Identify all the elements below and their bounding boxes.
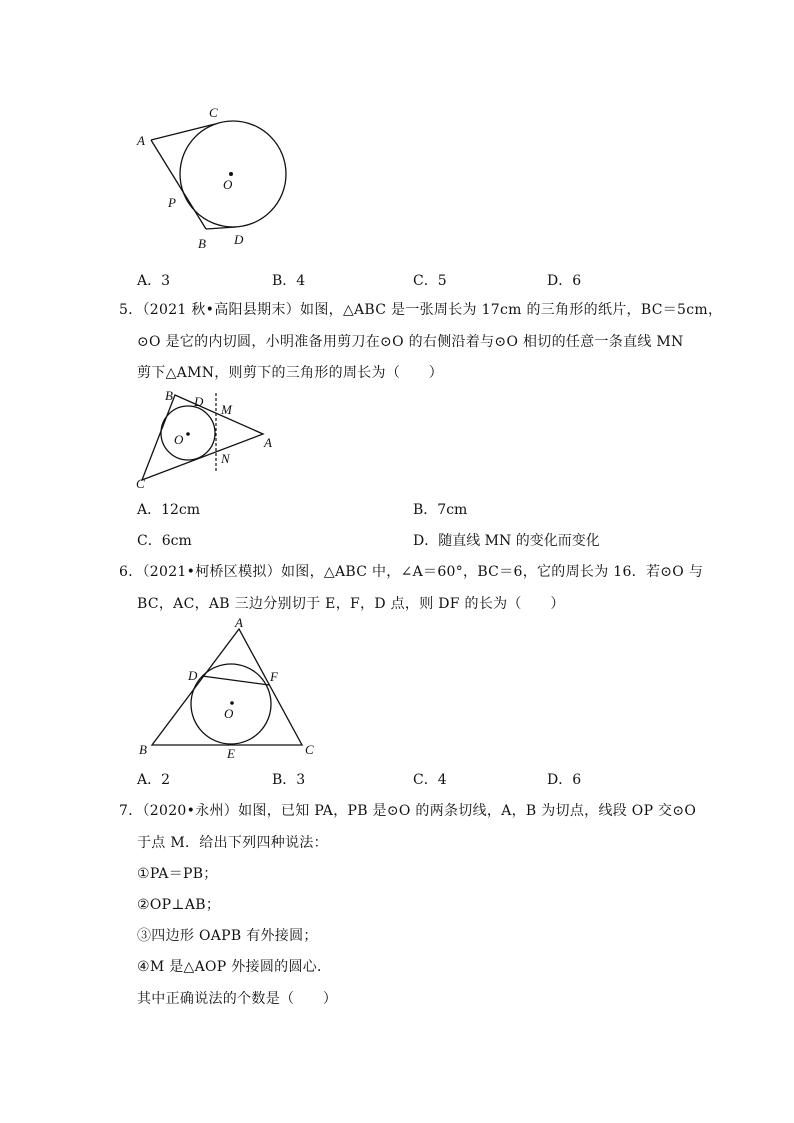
q6-option-b: B．3: [272, 772, 306, 788]
q4-segment-bd: [206, 227, 236, 229]
q7-statement-2: ②OP⊥AB；: [137, 897, 221, 913]
q4-option-a: A．3: [137, 273, 171, 289]
q6-label-c: C: [305, 742, 314, 757]
q7-question: 其中正确说法的个数是（ ）: [137, 991, 338, 1007]
q5-option-a: A．12cm: [137, 502, 201, 518]
q7-statement-4: ④M 是△AOP 外接圆的圆心．: [137, 959, 332, 975]
q6-stem-line-1: 6．（2021•柯桥区模拟）如图，△ABC 中，∠A＝60°，BC＝6，它的周长为 16．若⊙O 与: [119, 564, 704, 580]
q5-stem-line-2: ⊙O 是它的内切圆，小明准备用剪刀在⊙O 的右侧沿着与⊙O 相切的任意一条直线 MN: [137, 334, 684, 350]
q4-segment-ab: [151, 140, 206, 229]
q6-option-c: C．4: [413, 772, 447, 788]
q6-label-b: B: [139, 742, 147, 757]
q5-label-o: O: [174, 432, 184, 447]
q5-stem-line-1: 5．（2021 秋•高阳县期末）如图，△ABC 是一张周长为 17cm 的三角形的纸片，BC＝5cm，: [119, 302, 723, 318]
q5-stem-line-3: 剪下△AMN，则剪下的三角形的周长为（ ）: [137, 365, 444, 381]
q4-segment-ac: [151, 124, 215, 140]
q7-statement-1: ①PA＝PB；: [137, 866, 218, 882]
q4-option-d: D．6: [547, 273, 582, 289]
q5-label-b: B: [165, 388, 173, 403]
q5-label-m: M: [221, 402, 232, 417]
q4-center-dot: [229, 172, 233, 176]
q4-label-p: P: [168, 195, 176, 210]
q6-option-d: D．6: [547, 772, 582, 788]
q6-segment-df: [202, 676, 269, 685]
q6-label-d: D: [188, 668, 198, 683]
q7-statement-3: ③四边形 OAPB 有外接圆；: [137, 928, 318, 944]
q5-option-c: C．6cm: [137, 533, 192, 549]
q5-label-n: N: [221, 451, 230, 466]
q6-figure: [130, 612, 330, 764]
q6-label-f: F: [270, 669, 278, 684]
q6-triangle: [152, 629, 302, 745]
q6-stem-line-2: BC，AC，AB 三边分别切于 E，F，D 点，则 DF 的长为（ ）: [137, 596, 565, 612]
q5-option-d: D．随直线 MN 的变化而变化: [413, 533, 600, 549]
q5-option-b: B．7cm: [413, 502, 468, 518]
q6-label-a: A: [235, 615, 243, 630]
q6-label-o: O: [224, 706, 234, 721]
q4-label-d: D: [234, 232, 244, 247]
q6-label-e: E: [227, 746, 235, 761]
q4-option-b: B．4: [272, 273, 306, 289]
q5-label-c: C: [136, 476, 145, 491]
q6-center-dot: [230, 701, 234, 705]
q7-stem-line-2: 于点 M．给出下列四种说法：: [137, 835, 328, 851]
q4-label-b: B: [198, 236, 206, 251]
q4-label-a: A: [137, 133, 145, 148]
q6-option-a: A．2: [137, 772, 171, 788]
q5-figure: [130, 385, 280, 490]
q5-center-dot: [186, 432, 190, 436]
q7-stem-line-1: 7．（2020•永州）如图，已知 PA，PB 是⊙O 的两条切线，A，B 为切点，线段 OP 交⊙O: [119, 803, 697, 819]
q5-label-d: D: [194, 394, 204, 409]
q4-label-c: C: [209, 105, 218, 120]
q4-figure: [130, 100, 300, 255]
q4-label-o: O: [223, 177, 233, 192]
q5-label-a: A: [264, 435, 272, 450]
q4-option-c: C．5: [413, 273, 447, 289]
